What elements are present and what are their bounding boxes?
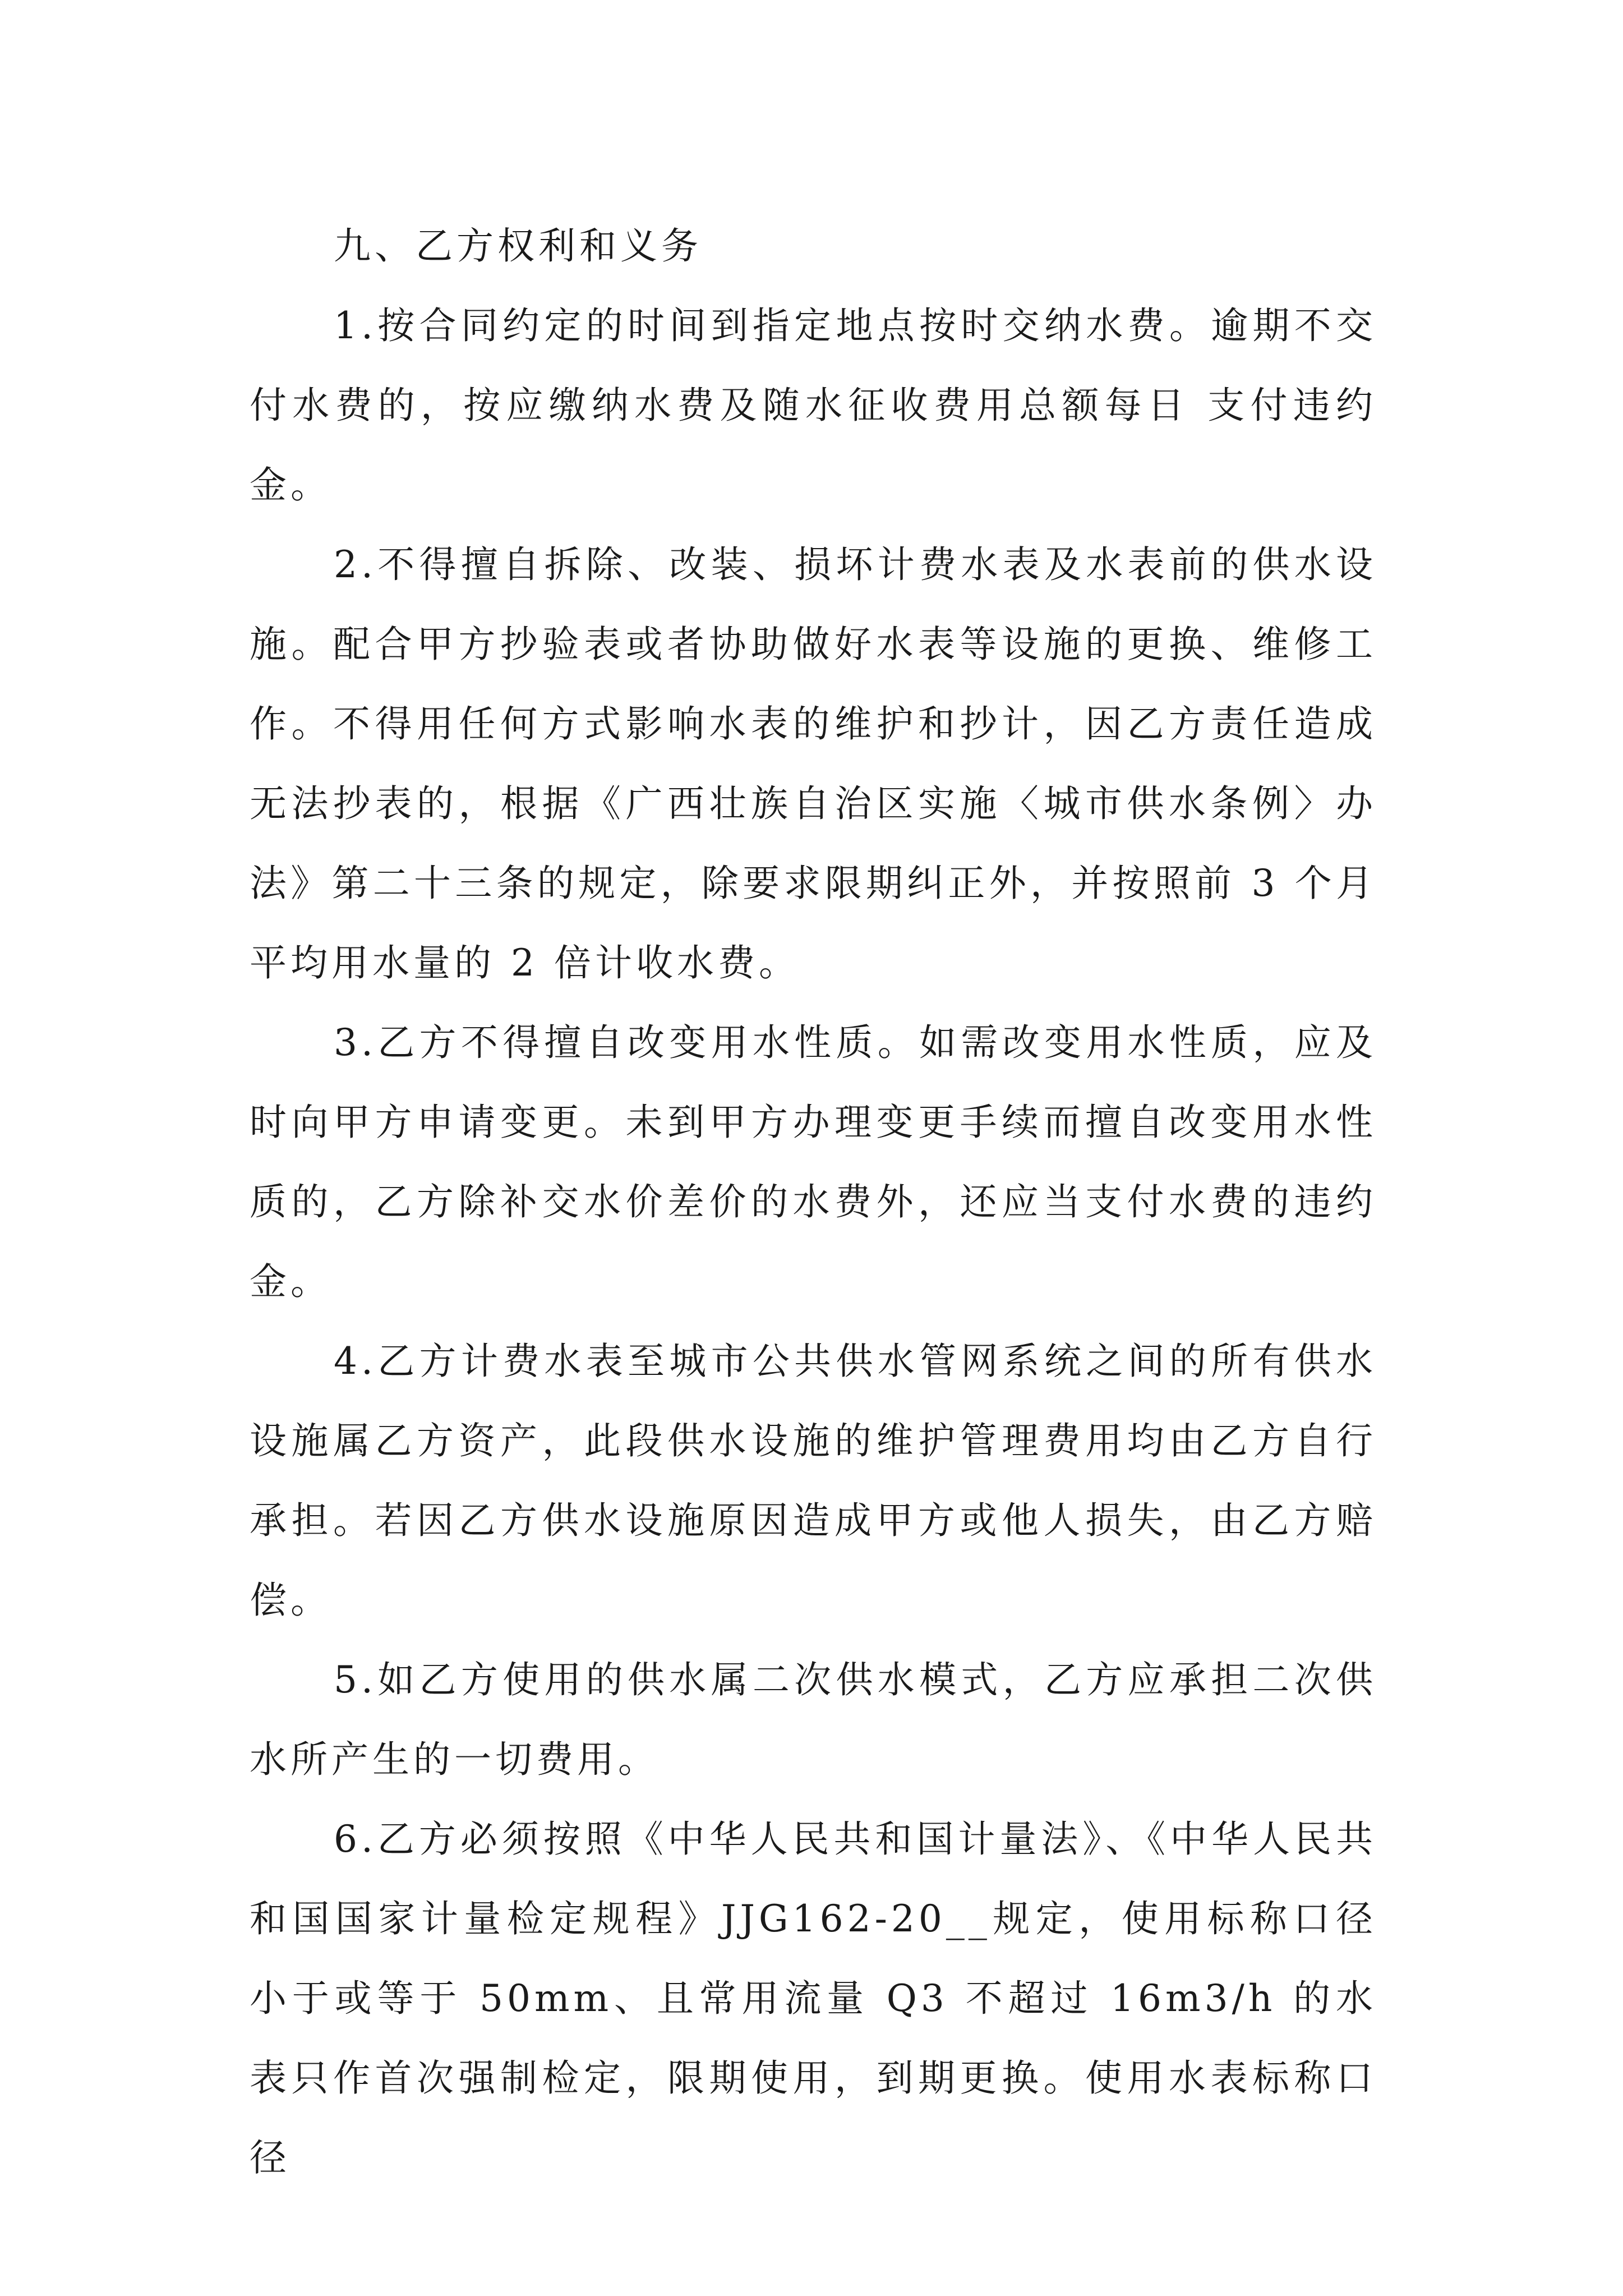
section-heading: 九、乙方权利和义务 [334, 224, 702, 268]
paragraph-3: 3.乙方不得擅自改变用水性质。如需改变用水性质，应及时向甲方申请变更。未到甲方办理变更手续而擅自改变用水性质的，乙方除补交水价差价的水费外，还应当支付水费的违约金。 [250, 1021, 1377, 1303]
paragraph-2: 2.不得擅自拆除、改装、损坏计费水表及水表前的供水设施。配合甲方抄验表或者协助做好水表等设施的更换、维修工作。不得用任何方式影响水表的维护和抄计，因乙方责任造成无法抄表的，根据《广西壮族自治区实施〈城市供水条例〉办法》第二十三条的规定，除要求限期纠正外，并按照前 3 个月平均用水量的 2 倍计收水费。 [250, 543, 1377, 984]
paragraph-5: 5.如乙方使用的供水属二次供水模式，乙方应承担二次供水所产生的一切费用。 [250, 1658, 1377, 1781]
document-body [250, 206, 1377, 2198]
paragraph-4: 4.乙方计费水表至城市公共供水管网系统之间的所有供水设施属乙方资产，此段供水设施的维护管理费用均由乙方自行承担。若因乙方供水设施原因造成甲方或他人损失，由乙方赔偿。 [250, 1340, 1377, 1622]
paragraph-1: 1.按合同约定的时间到指定地点按时交纳水费。逾期不交付水费的，按应缴纳水费及随水征收费用总额每日 支付违约金。 [250, 304, 1377, 507]
paragraph-6: 6.乙方必须按照《中华人民共和国计量法》、《中华人民共和国国家计量检定规程》JJG162-20__规定，使用标称口径小于或等于 50mm、且常用流量 Q3 不超过 16m3/h 的水表只作首次强制检定，限期使用，到期更换。使用水表标称口径 [250, 1818, 1377, 2179]
